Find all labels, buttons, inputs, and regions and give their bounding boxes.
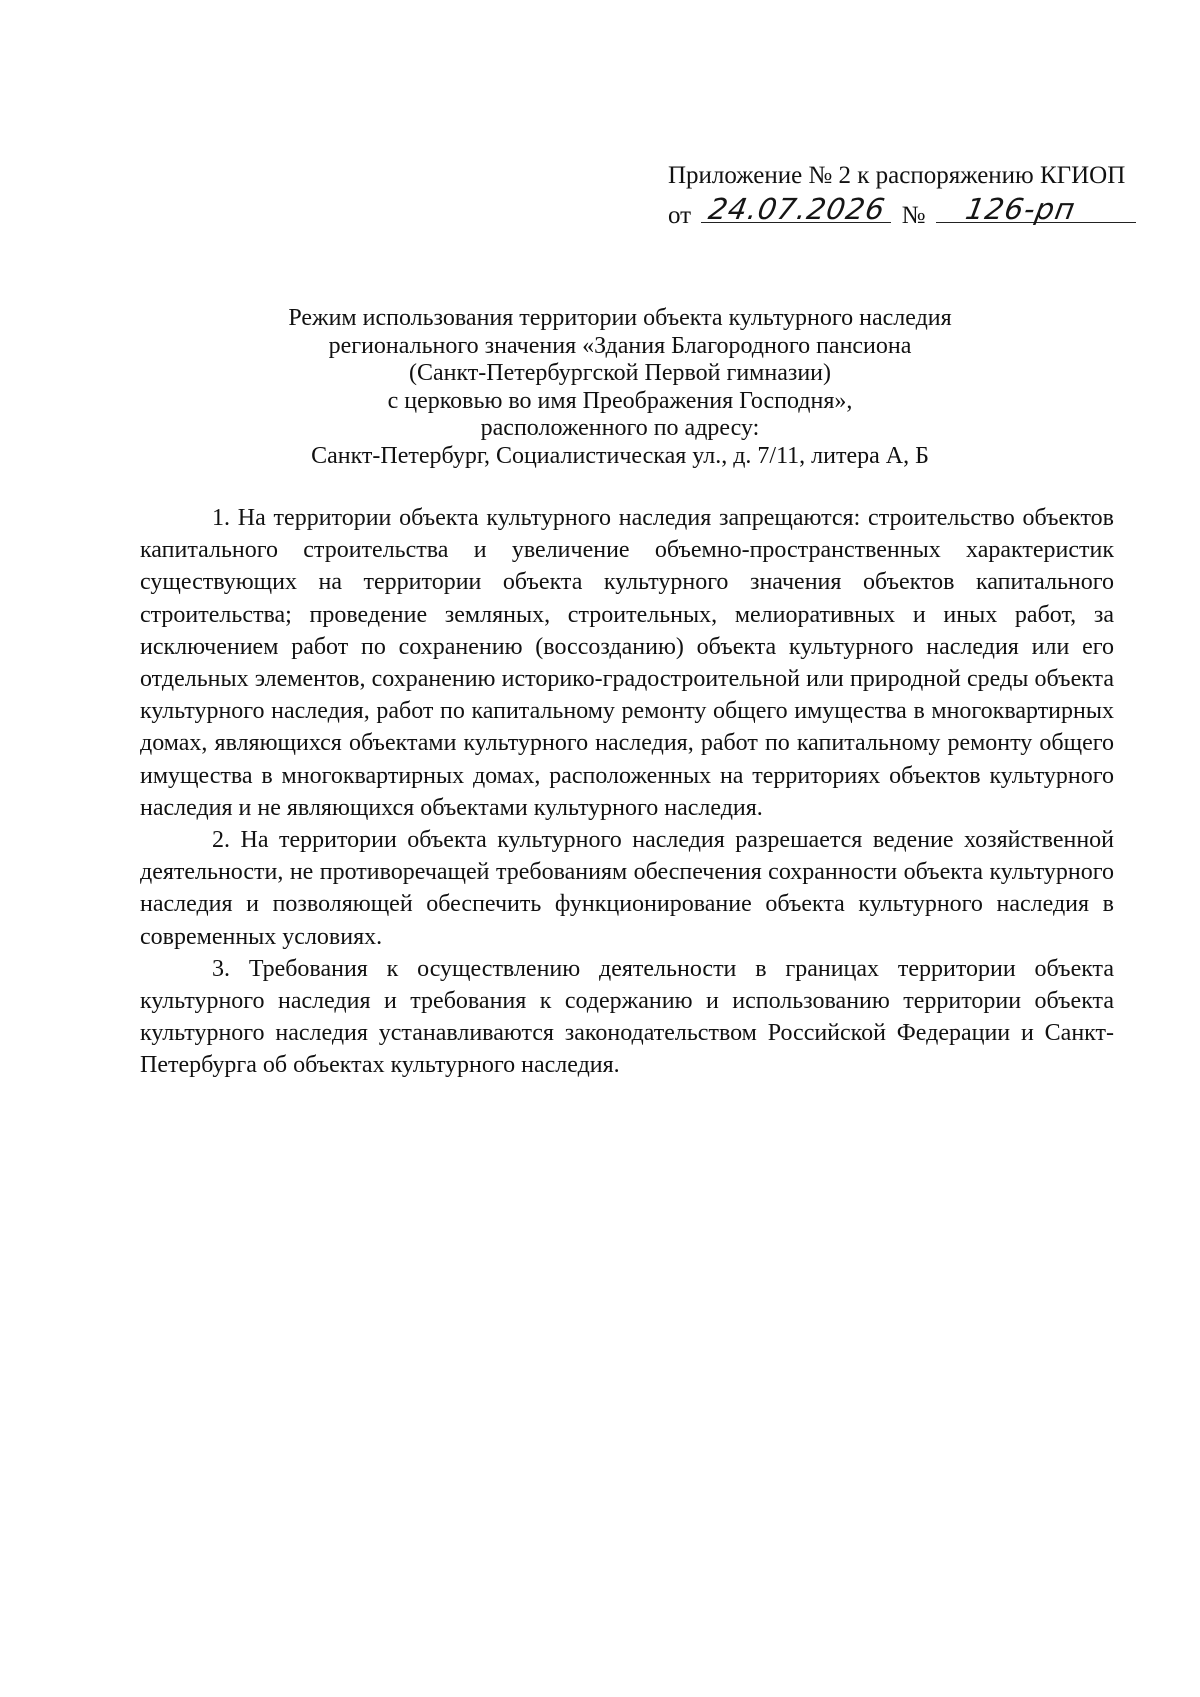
title-line: Санкт-Петербург, Социалистическая ул., д. 7/11, литера А, Б [311, 442, 929, 469]
title-line: расположенного по адресу: [480, 415, 760, 441]
title-line: Режим использования территории объекта культурного наследия [288, 305, 952, 331]
handwritten-number: 126-рп [962, 192, 1078, 226]
date-prefix: от [668, 202, 692, 229]
paragraph-1: 1. На территории объекта культурного наследия запрещаются: строительство объектов капитального строительства и увеличение объемно-пространственных характеристик существующих на территории объекта культурного значения объектов капитального строительства; проведение земляных, строительных, мелиоративных и иных работ, за исключением работ по сохранению (воссозданию) объекта культурного наследия или его отдельных элементов, сохранению историко-градостроительной или природной среды объекта культурного наследия, работ по капитальному ремонту общего имущества в многоквартирных домах, являющихся объектами культурного наследия, работ по капитальному ремонту общего имущества в многоквартирных домах, расположенных на территориях объектов культурного наследия и не являющихся объектами культурного наследия. [140, 505, 1114, 821]
title-line: с церковью во имя Преображения Господня», [387, 387, 853, 414]
title-line: (Санкт-Петербургской Первой гимназии) [408, 360, 832, 386]
paragraph-2: 2. На территории объекта культурного наследия разрешается ведение хозяйственной деятельности, не противоречащей требованиям обеспечения сохранности объекта культурного наследия и позволяющей обеспечить функционирование объекта культурного наследия в современных условиях. [140, 827, 1114, 950]
date-field [701, 192, 891, 226]
handwritten-date: 24.07.2026 [706, 192, 889, 226]
number-label: № [901, 202, 926, 229]
title-line: регионального значения «Здания Благородного пансиона [328, 332, 912, 359]
paragraph-3: 3. Требования к осуществлению деятельности в границах территории объекта культурного наследия и требования к содержанию и использованию территории объекта культурного наследия устанавливаются законодательством Российской Федерации и Санкт-Петербурга об объектах культурного наследия. [140, 955, 1114, 1079]
number-field [936, 192, 1136, 226]
appendix-date-number-line [668, 192, 1128, 232]
appendix-header [668, 160, 1128, 232]
document-body [140, 502, 1114, 1082]
appendix-title: Приложение № 2 к распоряжению КГИОП [668, 162, 1126, 189]
document-title [140, 305, 1100, 470]
